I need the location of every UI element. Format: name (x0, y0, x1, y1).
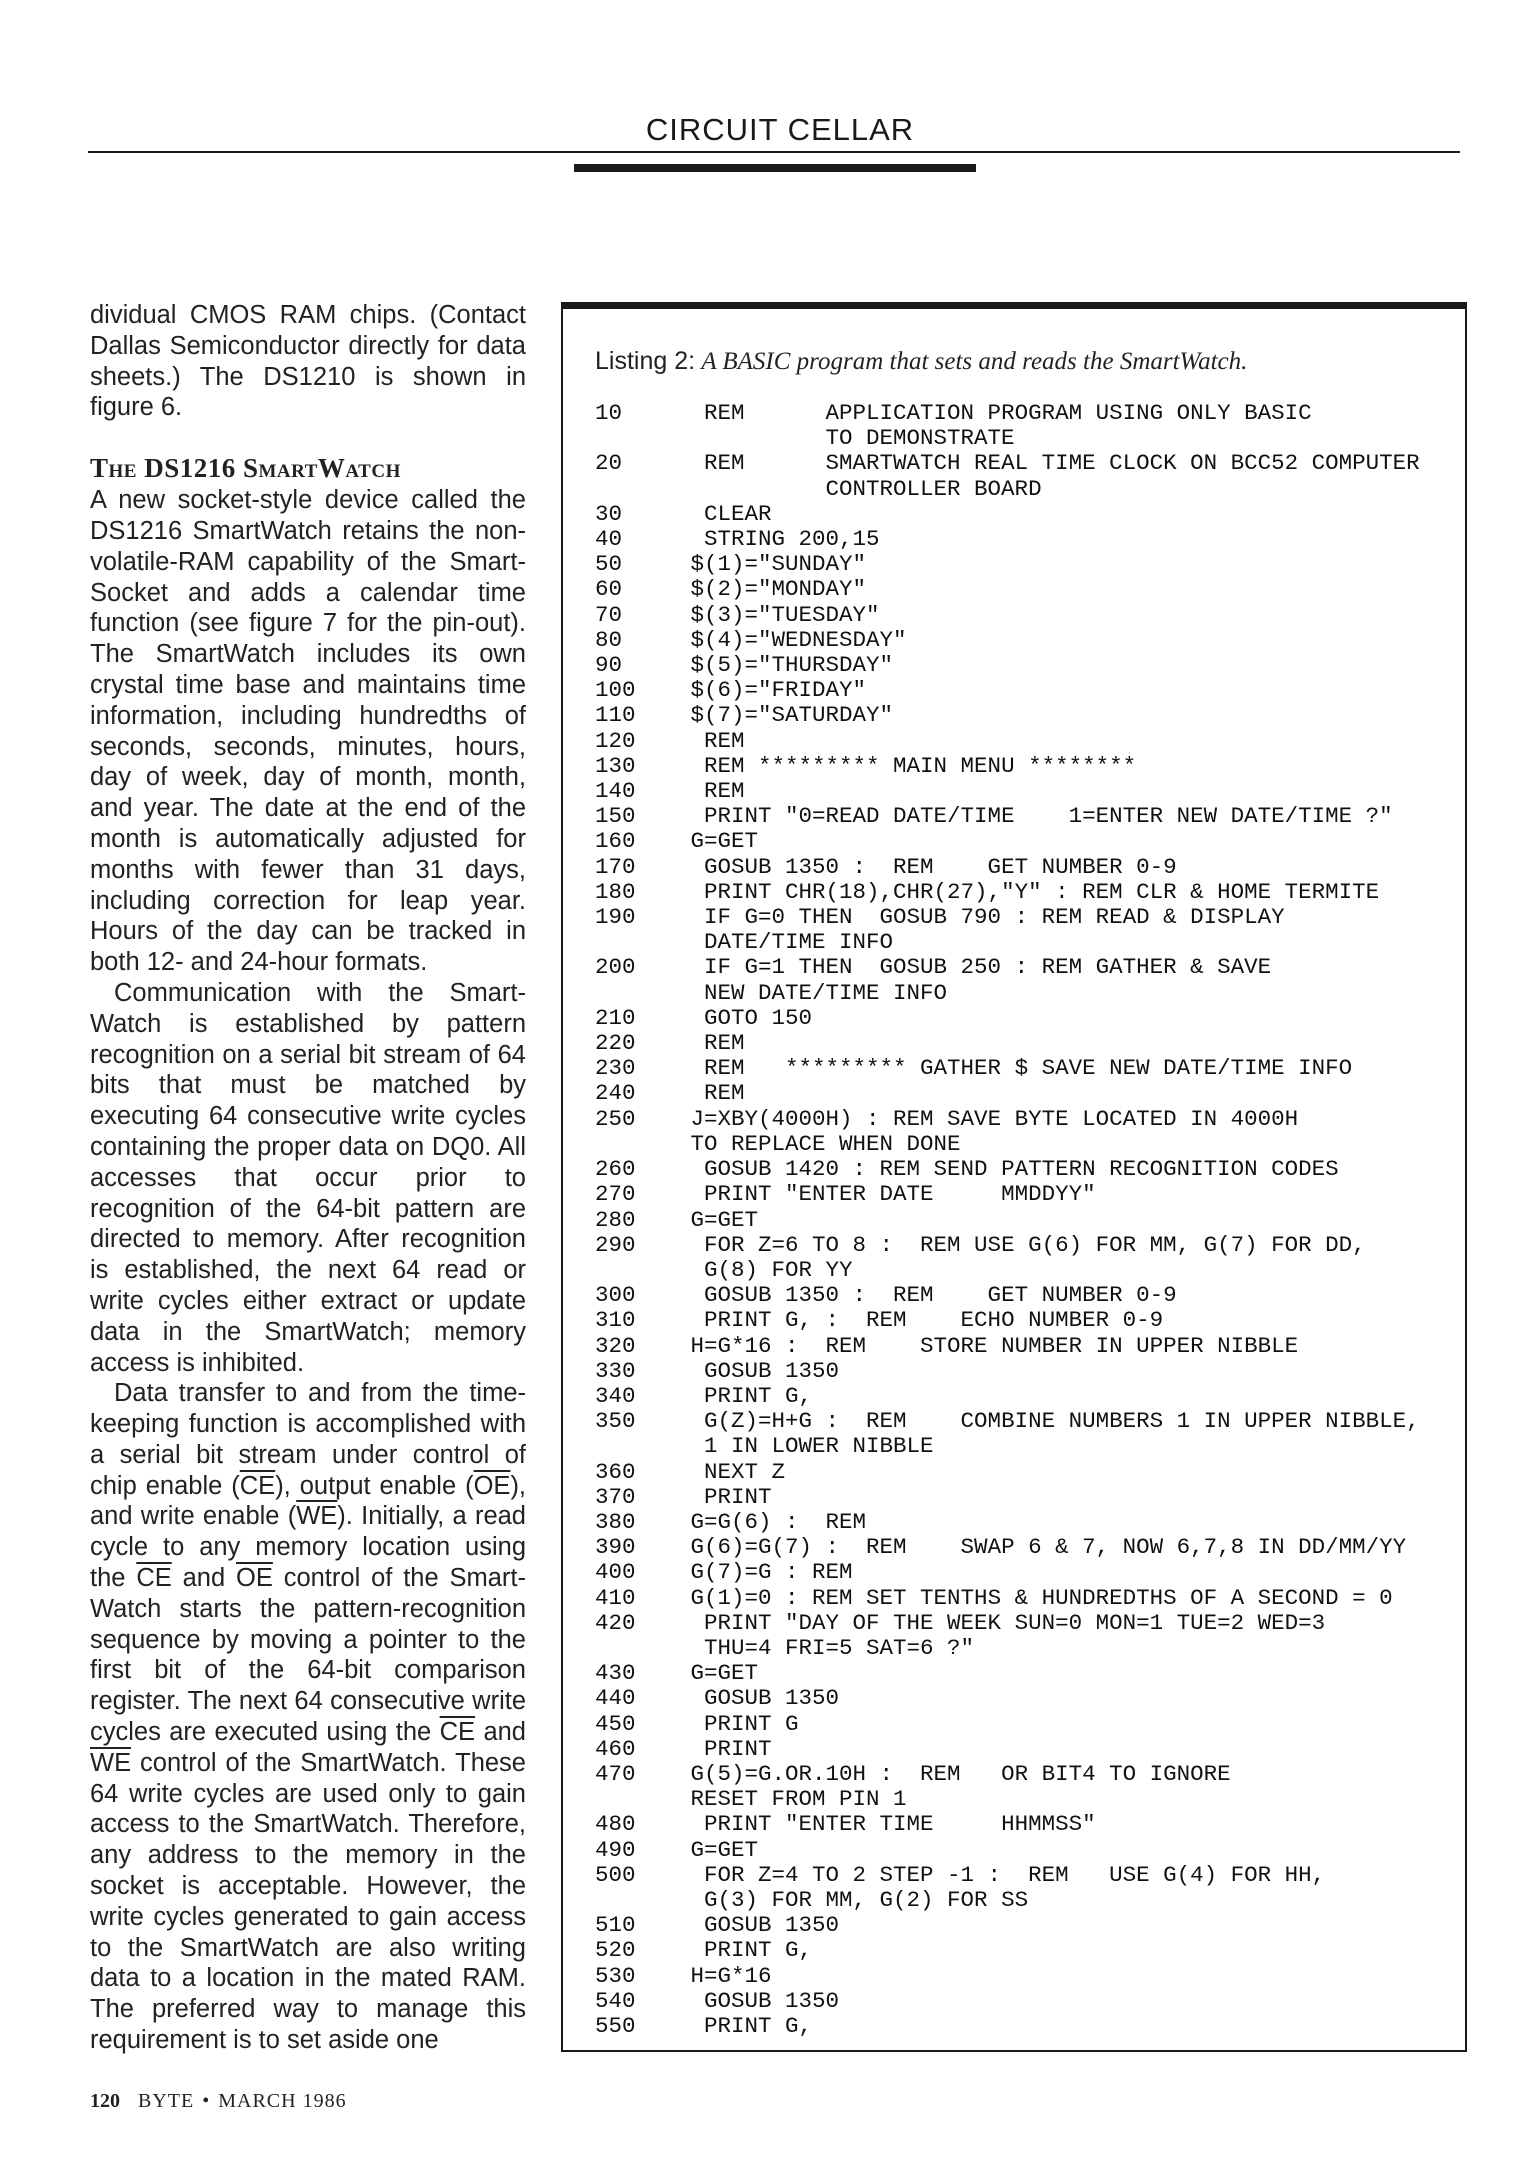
line-number: 300 (595, 1282, 636, 1309)
line-number (595, 477, 677, 502)
code-line (595, 1208, 1455, 1233)
line-number: 30 (595, 500, 623, 527)
line-text: GOTO 150 (677, 1004, 813, 1031)
line-number: 140 (595, 778, 636, 805)
line-number: 200 (595, 954, 636, 981)
bullet-separator: • (202, 2090, 211, 2112)
line-text: IF G=0 THEN GOSUB 790 : REM READ & DISPLAY (677, 904, 1285, 931)
line-number: 310 (595, 1307, 636, 1334)
code-line (595, 905, 1455, 930)
line-number: 220 (595, 1030, 636, 1057)
issue-date: MARCH 1986 (218, 2090, 347, 2112)
line-number: 120 (595, 727, 636, 754)
code-line (595, 1107, 1455, 1132)
line-number: 480 (595, 1811, 636, 1838)
line-text: FOR Z=4 TO 2 STEP -1 : REM USE G(4) FOR HH, (677, 1861, 1326, 1888)
code-line (595, 1636, 1455, 1661)
line-number: 400 (595, 1559, 636, 1586)
line-text: REM (677, 1080, 745, 1107)
line-text: J=XBY(4000H) : REM SAVE BYTE LOCATED IN 4000H (677, 1105, 1299, 1132)
code-line (595, 1460, 1455, 1485)
line-text: $(5)="THURSDAY" (677, 652, 894, 679)
line-number: 250 (595, 1105, 636, 1132)
code-line (595, 1989, 1455, 2014)
code-line (595, 1812, 1455, 1837)
line-text: REM (677, 727, 745, 754)
code-line (595, 1686, 1455, 1711)
line-number: 430 (595, 1660, 636, 1687)
line-number: 360 (595, 1458, 636, 1485)
line-text: NEW DATE/TIME INFO (677, 979, 948, 1006)
line-text: $(3)="TUESDAY" (677, 601, 880, 628)
line-text: $(4)="WEDNESDAY" (677, 626, 907, 653)
code-line (595, 1762, 1455, 1787)
code-line (595, 401, 1455, 426)
line-number: 180 (595, 878, 636, 905)
code-line (595, 1434, 1455, 1459)
line-number: 280 (595, 1206, 636, 1233)
line-number: 370 (595, 1483, 636, 1510)
line-number: 540 (595, 1987, 636, 2014)
line-number (595, 1434, 677, 1459)
line-text: TO DEMONSTRATE (677, 425, 1015, 452)
code-line (595, 1334, 1455, 1359)
line-text: STRING 200,15 (677, 526, 880, 553)
line-number: 550 (595, 2013, 636, 2039)
code-line (595, 502, 1455, 527)
line-text: G(5)=G.OR.10H : REM OR BIT4 TO IGNORE (677, 1760, 1231, 1787)
line-number: 130 (595, 752, 636, 779)
line-number (595, 1132, 677, 1157)
line-number: 270 (595, 1181, 636, 1208)
code-line (595, 955, 1455, 980)
line-text: $(7)="SATURDAY" (677, 702, 894, 729)
code-line (595, 653, 1455, 678)
code-line (595, 1157, 1455, 1182)
code-line (595, 1913, 1455, 1938)
line-number: 420 (595, 1609, 636, 1636)
line-number: 290 (595, 1231, 636, 1258)
line-number: 110 (595, 702, 636, 729)
line-text: GOSUB 1350 (677, 1912, 840, 1939)
line-text: G=GET (677, 828, 759, 855)
code-line (595, 1888, 1455, 1913)
code-line (595, 703, 1455, 728)
line-number: 210 (595, 1004, 636, 1031)
line-text: $(1)="SUNDAY" (677, 551, 867, 578)
line-number: 160 (595, 828, 636, 855)
line-text: PRINT G, (677, 1937, 813, 1964)
line-number: 90 (595, 652, 623, 679)
code-line (595, 577, 1455, 602)
line-text: GOSUB 1350 : REM GET NUMBER 0-9 (677, 1282, 1177, 1309)
line-text: IF G=1 THEN GOSUB 250 : REM GATHER & SAVE (677, 954, 1272, 981)
code-line (595, 981, 1455, 1006)
code-line (595, 1359, 1455, 1384)
listing-label: Listing 2: (595, 347, 696, 375)
line-number: 40 (595, 526, 623, 553)
code-line (595, 527, 1455, 552)
header-rule (88, 151, 1460, 153)
line-number: 20 (595, 450, 623, 477)
line-text: GOSUB 1350 : REM GET NUMBER 0-9 (677, 853, 1177, 880)
code-line (595, 426, 1455, 451)
listing-caption-text: A BASIC program that sets and reads the SmartWatch. (701, 348, 1248, 375)
code-line (595, 2014, 1455, 2039)
line-text: G=GET (677, 1836, 759, 1863)
code-line (595, 754, 1455, 779)
line-text: G(7)=G : REM (677, 1559, 853, 1586)
line-number (595, 1888, 677, 1913)
code-line (595, 1233, 1455, 1258)
code-line (595, 1283, 1455, 1308)
line-text: PRINT (677, 1483, 772, 1510)
code-line (595, 729, 1455, 754)
paragraph-2: A new socket-style device called the DS1216 SmartWatch retains the non-volatile-RAM capability of the Smart-Socket and adds a calendar time function (see figure 7 for the pin-out). The SmartWatch includes its own crystal time base and maintains time information, including hundredths of seconds, seconds, minutes, hours, day of week, day of month, month, and year. The date at the end of the month is automatically adjusted for months with fewer than 31 days, including correction for leap year. Hours of the day can be tracked in both 12- and 24-hour formats. (90, 486, 526, 977)
line-text: H=G*16 : REM STORE NUMBER IN UPPER NIBBLE (677, 1332, 1299, 1359)
code-line (595, 829, 1455, 854)
line-text: DATE/TIME INFO (677, 929, 894, 956)
line-number: 190 (595, 904, 636, 931)
code-line (595, 1182, 1455, 1207)
code-line (595, 804, 1455, 829)
line-number: 440 (595, 1685, 636, 1712)
line-number: 530 (595, 1962, 636, 1989)
paragraph-1: dividual CMOS RAM chips. (Contact Dallas Semiconductor directly for data sheets.) The DS1210 is shown in figure 6. (90, 301, 526, 422)
code-line (595, 1409, 1455, 1434)
line-number: 340 (595, 1382, 636, 1409)
code-line (595, 1863, 1455, 1888)
line-text: PRINT "0=READ DATE/TIME 1=ENTER NEW DATE/TIME ?" (677, 803, 1393, 830)
line-number: 510 (595, 1912, 636, 1939)
code-line (595, 855, 1455, 880)
line-text: PRINT G (677, 1710, 799, 1737)
code-line (595, 1560, 1455, 1585)
code-line (595, 1081, 1455, 1106)
code-line (595, 451, 1455, 476)
line-text: GOSUB 1420 : REM SEND PATTERN RECOGNITION CODES (677, 1156, 1339, 1183)
line-number (595, 426, 677, 451)
line-number: 460 (595, 1735, 636, 1762)
line-text: G(8) FOR YY (677, 1256, 853, 1283)
code-line (595, 1838, 1455, 1863)
listing-box (561, 302, 1467, 2052)
line-text: FOR Z=6 TO 8 : REM USE G(6) FOR MM, G(7) FOR DD, (677, 1231, 1366, 1258)
code-line (595, 779, 1455, 804)
line-number: 330 (595, 1357, 636, 1384)
line-text: PRINT G, (677, 1382, 813, 1409)
line-number: 470 (595, 1760, 636, 1787)
line-text: GOSUB 1350 (677, 1987, 840, 2014)
line-number: 230 (595, 1055, 636, 1082)
code-line (595, 678, 1455, 703)
code-line (595, 880, 1455, 905)
line-number: 450 (595, 1710, 636, 1737)
code-line (595, 1611, 1455, 1636)
line-number: 240 (595, 1080, 636, 1107)
line-text: GOSUB 1350 (677, 1685, 840, 1712)
line-text: PRINT CHR(18),CHR(27),"Y" : REM CLR & HOME TERMITE (677, 878, 1380, 905)
line-text: CLEAR (677, 500, 772, 527)
listing-caption (595, 347, 1247, 376)
code-line (595, 1132, 1455, 1157)
section-heading: The DS1216 SmartWatch (90, 453, 401, 484)
line-number: 100 (595, 677, 636, 704)
code-line (595, 1661, 1455, 1686)
line-text: THU=4 FRI=5 SAT=6 ?" (677, 1634, 975, 1661)
code-line (595, 1510, 1455, 1535)
magazine-name: BYTE (138, 2090, 195, 2112)
line-text: REM ********* GATHER $ SAVE NEW DATE/TIME INFO (677, 1055, 1353, 1082)
code-listing (595, 401, 1455, 2039)
code-line (595, 1586, 1455, 1611)
paragraph-4: Data transfer to and from the time-keeping function is accomplished with a serial bit stream under control of chip enable $(\overline{CE})$, output enable $(\overline{OE})$, and write enable $(\overline{WE})$. Initially, a read cycle to any memory location using the $\overline{CE}$ and $\overline{OE}$ control of the Smart-Watch starts the pattern-recognition sequence by moving a pointer to the first bit of the 64-bit comparison register. The next 64 consecutive write cycles are executed using the $\overline{CE}$ and $\overline{WE}$ control of the SmartWatch. These 64 write cycles are used only to gain access to the SmartWatch. Therefore, any address to the memory in the socket is acceptable. However, the write cycles generated to gain access to the SmartWatch are also writing data to a location in the mated RAM. The preferred way to manage this requirement is to set aside one (90, 1379, 527, 2055)
line-number: 50 (595, 551, 623, 578)
line-text: REM (677, 1030, 745, 1057)
page-footer (90, 2090, 347, 2113)
line-text: REM SMARTWATCH REAL TIME CLOCK ON BCC52 COMPUTER (677, 450, 1420, 477)
line-text: G(Z)=H+G : REM COMBINE NUMBERS 1 IN UPPER NIBBLE, (677, 1408, 1420, 1435)
line-text: REM APPLICATION PROGRAM USING ONLY BASIC (677, 400, 1312, 426)
line-text: REM ********* MAIN MENU ******** (677, 752, 1137, 779)
code-line (595, 628, 1455, 653)
code-line (595, 1006, 1455, 1031)
line-number: 390 (595, 1534, 636, 1561)
line-number (595, 1636, 677, 1661)
line-number: 490 (595, 1836, 636, 1863)
code-line (595, 1737, 1455, 1762)
line-number: 260 (595, 1156, 636, 1183)
line-text: G=GET (677, 1206, 759, 1233)
line-text: PRINT "DAY OF THE WEEK SUN=0 MON=1 TUE=2 WED=3 (677, 1609, 1326, 1636)
code-line (595, 1964, 1455, 1989)
line-text: G(3) FOR MM, G(2) FOR SS (677, 1886, 1029, 1913)
line-number (595, 1787, 677, 1812)
line-number: 10 (595, 400, 623, 426)
line-number: 60 (595, 576, 623, 603)
line-text: GOSUB 1350 (677, 1357, 840, 1384)
code-line (595, 1787, 1455, 1812)
line-text: RESET FROM PIN 1 (677, 1786, 907, 1813)
line-number (595, 981, 677, 1006)
code-line (595, 603, 1455, 628)
code-line (595, 1056, 1455, 1081)
code-line (595, 1938, 1455, 1963)
line-number: 170 (595, 853, 636, 880)
section-title: CIRCUIT CELLAR (645, 112, 915, 147)
line-number: 70 (595, 601, 623, 628)
line-number (595, 1258, 677, 1283)
line-text: PRINT "ENTER DATE MMDDYY" (677, 1181, 1096, 1208)
code-line (595, 1535, 1455, 1560)
line-number: 380 (595, 1508, 636, 1535)
line-text: $(2)="MONDAY" (677, 576, 867, 603)
code-line (595, 930, 1455, 955)
code-line (595, 1308, 1455, 1333)
code-line (595, 1031, 1455, 1056)
line-text: PRINT (677, 1735, 772, 1762)
line-text: CONTROLLER BOARD (677, 475, 1042, 502)
code-line (595, 1384, 1455, 1409)
line-text: G=GET (677, 1660, 759, 1687)
line-number: 80 (595, 626, 623, 653)
line-text: PRINT G, : REM ECHO NUMBER 0-9 (677, 1307, 1164, 1334)
line-number: 520 (595, 1937, 636, 1964)
line-number (595, 930, 677, 955)
line-text: 1 IN LOWER NIBBLE (677, 1433, 934, 1460)
line-text: TO REPLACE WHEN DONE (677, 1130, 961, 1157)
line-number: 410 (595, 1584, 636, 1611)
line-text: H=G*16 (677, 1962, 772, 1989)
code-line (595, 1712, 1455, 1737)
line-number: 350 (595, 1408, 636, 1435)
line-text: G(1)=0 : REM SET TENTHS & HUNDREDTHS OF A SECOND = 0 (677, 1584, 1393, 1611)
code-line (595, 1485, 1455, 1510)
header-bar (574, 164, 976, 172)
line-number: 320 (595, 1332, 636, 1359)
paragraph-3: Communication with the Smart-Watch is established by pattern recognition on a serial bit stream of 64 bits that must be matched by executing 64 consecutive write cycles containing the proper data on DQ0. All accesses that occur prior to recognition of the 64-bit pattern are directed to memory. After recognition is established, the next 64 read or write cycles either extract or update data in the SmartWatch; memory access is inhibited. (90, 978, 526, 1377)
code-line (595, 552, 1455, 577)
line-text: NEXT Z (677, 1458, 786, 1485)
line-number: 150 (595, 803, 636, 830)
page-number: 120 (90, 2090, 120, 2112)
line-number: 500 (595, 1861, 636, 1888)
line-text: $(6)="FRIDAY" (677, 677, 867, 704)
article-column (90, 300, 526, 2056)
line-text: G(6)=G(7) : REM SWAP 6 & 7, NOW 6,7,8 IN DD/MM/YY (677, 1534, 1407, 1561)
line-text: G=G(6) : REM (677, 1508, 867, 1535)
line-text: REM (677, 778, 745, 805)
line-text: PRINT G, (677, 2013, 813, 2039)
line-text: PRINT "ENTER TIME HHMMSS" (677, 1811, 1096, 1838)
code-line (595, 1258, 1455, 1283)
code-line (595, 477, 1455, 502)
